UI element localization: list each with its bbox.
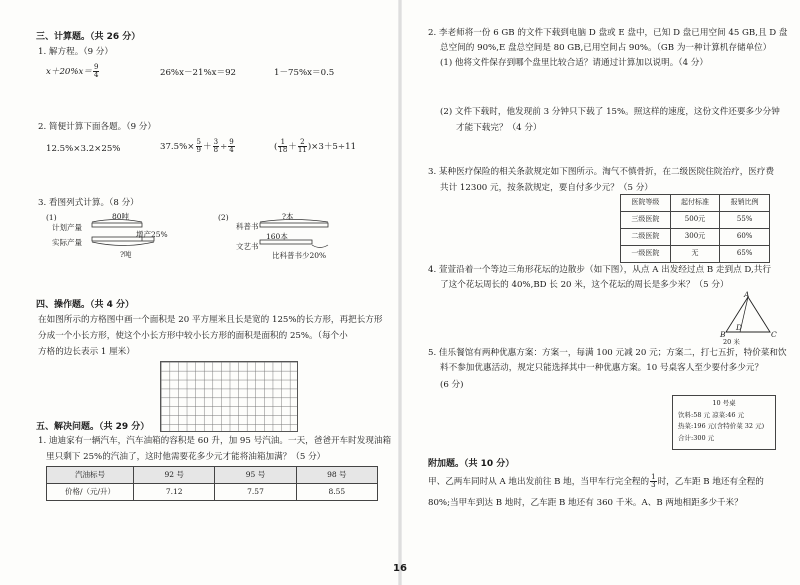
diagram1-unknown: ?吨 bbox=[120, 250, 132, 259]
calc-2: 37.5%× $\frac{5}{9}$ ＋ $\frac{3}{8}$ ÷ $\frac{9}{4}$ bbox=[160, 138, 234, 154]
diagram1-bars bbox=[90, 218, 170, 252]
diagram1-increase: 增产25% bbox=[136, 230, 168, 239]
section-5-title: 五、解决问题。（共 29 分） bbox=[36, 422, 150, 432]
r-q2-line-5: 才能下载完？（4 分） bbox=[456, 123, 542, 133]
r-q3-line-1: 3. 某种医疗保险的相关条款规定如下图所示。淘气不慎骨折，在二级医院住院治疗，医疗费 bbox=[428, 167, 775, 177]
table-row: 二级医院 300元 60% bbox=[621, 229, 770, 246]
table-row: 汽油标号 92 号 95 号 98 号 bbox=[47, 467, 378, 484]
diagram2-bars bbox=[258, 218, 338, 252]
diagram1-plan-label: 计划产量 bbox=[52, 223, 82, 232]
bill-row-3: 合计:300 元 bbox=[678, 434, 715, 443]
calc-1: 12.5%×3.2×25% bbox=[46, 144, 121, 154]
extra-line-2: 80%;当甲车到达 B 地时，乙车距 B 地还有 360 千米。A、B 两地相距多少千米？ bbox=[428, 498, 743, 508]
equation-3: 1－75%x＝0.5 bbox=[274, 68, 335, 78]
gas-price-table bbox=[46, 466, 378, 501]
page-gutter bbox=[398, 0, 402, 585]
r-q2-line-4: (2) 文件下载时，他发现前 3 分钟只下载了 15%。照这样的速度，这份文件还要多少分钟 bbox=[440, 107, 780, 117]
r-q2-line-3: (1) 他将文件保存到哪个盘里比较合适？请通过计算加以说明。（4 分） bbox=[440, 58, 709, 68]
diagram2-lit-label: 文艺书 bbox=[236, 242, 259, 251]
equation-1: x＋20%x＝ $\frac{9}{4}$ bbox=[46, 63, 99, 79]
section-4-title: 四、操作题。（共 4 分） bbox=[36, 300, 135, 310]
triangle-label-d: D bbox=[736, 323, 743, 332]
triangle-label-a: A bbox=[744, 290, 750, 299]
bill-row-2: 热菜:196 元(含特价菜 32 元) bbox=[678, 422, 765, 431]
diagram1-num: (1) bbox=[46, 213, 57, 222]
s4-line-2: 分成一个小长方形，使这个小长方形中较小长方形的面积是面积的 25%。（每个小 bbox=[38, 331, 348, 341]
r-q4-line-1: 4. 萱萱沿着一个等边三角形花坛的边散步（如下图），从点 A 出发经过点 B 走到点 D,共行 bbox=[428, 265, 771, 275]
r-q3-line-2: 共计 12300 元，按条款规定，要自付多少元？（5 分） bbox=[440, 183, 653, 193]
diagram2-less: 比科普书少20% bbox=[272, 251, 327, 260]
calc-3: ( $\frac{1}{18}$ ＋ $\frac{2}{11}$ )×3＋5÷11 bbox=[274, 138, 357, 154]
q3-label: 3. 看图列式计算。（8 分） bbox=[38, 198, 139, 208]
triangle-label-c: C bbox=[771, 330, 777, 339]
triangle-label-b: B bbox=[720, 330, 726, 339]
r-q4-line-2: 了这个花坛周长的 40%,BD 长 20 米，这个花坛的周长是多少米？（5 分） bbox=[440, 280, 729, 290]
table-10-bill bbox=[672, 395, 776, 450]
triangle-length: 20 米 bbox=[723, 338, 740, 346]
s5-q1-line-1: 1. 迪迪家有一辆汽车，汽车油箱的容积是 60 升，加 95 号汽油。一天，爸爸开车时发现油箱 bbox=[38, 436, 392, 446]
diagram1-plan-value: 80吨 bbox=[112, 212, 130, 221]
extra-title: 附加题。（共 10 分） bbox=[428, 459, 515, 469]
diagram1-actual-label: 实际产量 bbox=[52, 238, 82, 247]
s4-line-1: 在如图所示的方格图中画一个面积是 20 平方厘米且长是宽的 125%的长方形，再把长方形 bbox=[38, 315, 383, 325]
bill-row-1: 饮料:58 元 凉菜:46 元 bbox=[678, 410, 745, 419]
s5-q1-line-2: 里只剩下 25%的汽油了，这时他需要花多少元才能将油箱加满？（5 分） bbox=[46, 452, 326, 462]
square-grid[interactable] bbox=[160, 361, 298, 432]
diagram2-mid: 160本 bbox=[266, 232, 288, 241]
table-row: 价格/（元/升） 7.12 7.57 8.55 bbox=[47, 484, 378, 501]
table-row: 医院等级 起付标准 报销比例 bbox=[621, 195, 770, 212]
q1-label: 1. 解方程。（9 分） bbox=[38, 47, 113, 57]
s4-line-3: 方格的边长表示 1 厘米） bbox=[38, 347, 135, 357]
diagram2-unknown: ?本 bbox=[282, 212, 294, 221]
extra-line-1: 甲、乙两车同时从 A 地出发前往 B 地，当甲车行完全程的 $\frac{1}{3}$ 时，乙车距 B 地还有全程的 bbox=[428, 473, 764, 489]
table-row: 一级医院 无 65% bbox=[621, 246, 770, 263]
r-q5-line-2: 料不参加优惠活动，规定只能选择其中一种优惠方案。10 号桌客人至少要付多少元？ bbox=[440, 363, 764, 373]
r-q5-line-3: (6 分) bbox=[440, 380, 464, 390]
diagram2-sci-label: 科普书 bbox=[236, 222, 259, 231]
equation-2: 26%x－21%x＝92 bbox=[160, 68, 237, 78]
page-number: 16 bbox=[393, 563, 407, 574]
r-q2-line-2: 总空间的 90%,E 盘总空间是 80 GB,已用空间占 90%。（GB 为一种计算机存储单位） bbox=[440, 43, 772, 53]
table-row: 三级医院 500元 55% bbox=[621, 212, 770, 229]
bill-title: 10 号桌 bbox=[712, 399, 736, 407]
section-3-title: 三、计算题。（共 26 分） bbox=[36, 32, 141, 42]
diagram2-num: (2) bbox=[218, 213, 229, 222]
insurance-table bbox=[620, 194, 770, 263]
q2-label: 2. 简便计算下面各题。（9 分） bbox=[38, 122, 156, 132]
r-q2-line-1: 2. 李老师将一份 6 GB 的文件下载到电脑 D 盘或 E 盘中，已知 D 盘已用空间 45 GB,且 D 盘 bbox=[428, 28, 788, 38]
r-q5-line-1: 5. 佳乐餐馆有两种优惠方案：方案一，每满 100 元减 20 元；方案二，打七五折，特价菜和饮 bbox=[428, 348, 787, 358]
